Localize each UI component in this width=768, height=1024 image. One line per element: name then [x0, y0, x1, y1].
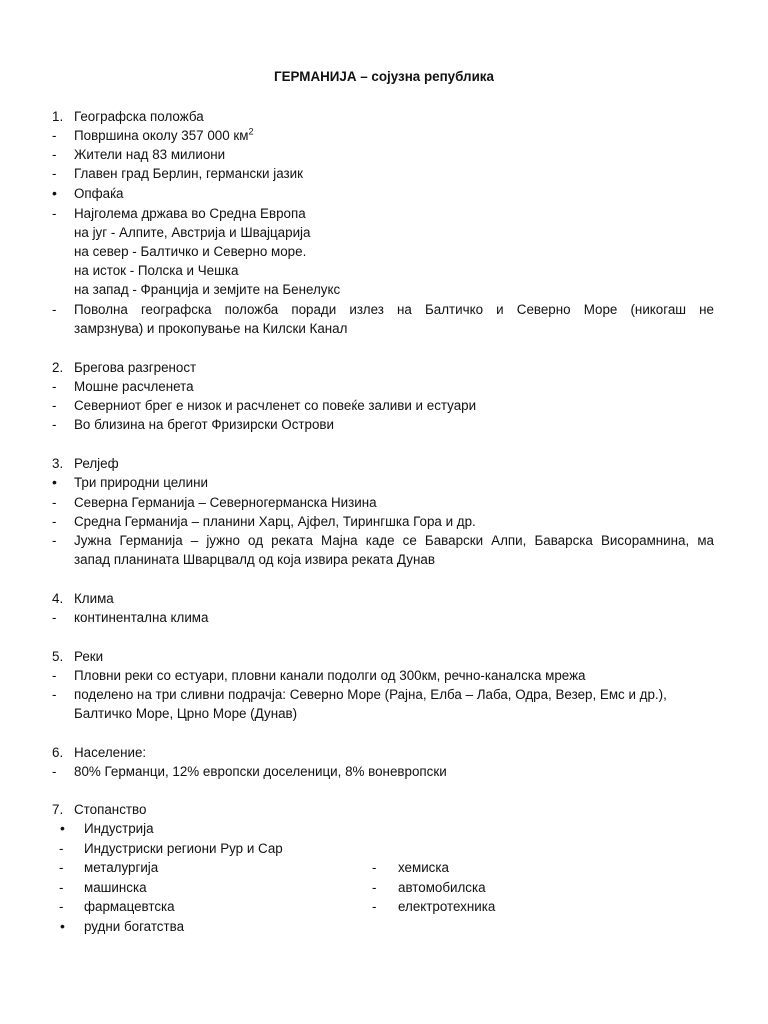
list-item: [0, 145, 768, 164]
list-item-text: Индустриски региони Рур и Сар: [84, 841, 283, 856]
section-number: 7.: [52, 802, 64, 817]
list-item: [0, 839, 768, 858]
bullet-item: [0, 917, 768, 936]
dash-marker: -: [52, 398, 57, 413]
list-item-text: Жители над 83 милиони: [74, 147, 226, 162]
bullet-item: [0, 184, 768, 203]
section-number: 3.: [52, 456, 64, 471]
list-item-text: Мошне расчленета: [74, 379, 194, 394]
list-item: [0, 415, 768, 434]
list-subline: [0, 704, 768, 723]
dash-marker: -: [52, 379, 57, 394]
dash-marker: -: [52, 610, 57, 625]
bullet-item: [0, 819, 768, 838]
list-item-text: Индустрија: [84, 821, 154, 836]
list-item-text: на запад - Франција и земјите на Бенелукс: [74, 282, 341, 297]
section-heading-text: Стопанство: [74, 802, 147, 817]
list-item: [0, 531, 768, 550]
section-2-heading: [0, 358, 768, 377]
list-item: [0, 377, 768, 396]
list-item-text: Пловни реки со естуари, пловни канали подолги од 300км, речно-каналска мрежа: [74, 668, 586, 683]
section-heading-text: Клима: [74, 591, 114, 606]
section-1-heading: [0, 107, 768, 126]
section-heading-text: Реки: [74, 649, 104, 664]
section-number: 2.: [52, 360, 64, 375]
section-3-heading: [0, 454, 768, 473]
list-item: [0, 685, 768, 704]
list-subline: [0, 261, 768, 280]
list-item-text: на исток - Полска и Чешка: [74, 263, 239, 278]
section-heading-text: Население:: [74, 745, 147, 760]
list-item-text: замрзнува) и прокопување на Килски Канал: [74, 321, 348, 336]
list-item-text: континентална клима: [74, 610, 209, 625]
section-heading-text: Релјеф: [74, 456, 119, 471]
section-heading-text: Географска положба: [74, 109, 204, 124]
industry-item: металургија: [84, 860, 159, 875]
area-value: Површина околу 357 000 км: [74, 128, 249, 143]
dash-marker: -: [52, 206, 57, 221]
dash-marker: -: [372, 860, 377, 875]
list-item-text: Јужна Германија – јужно од рекатa Мајна каде се Баварски Алпи, Баварска Висорамнина, ма: [74, 533, 714, 548]
list-subline: [0, 319, 768, 338]
list-item-text: Главен град Берлин, германски јазик: [74, 166, 303, 181]
dash-marker: -: [52, 128, 57, 143]
list-item: [0, 512, 768, 531]
list-item-text: Три природни целини: [74, 475, 208, 490]
section-heading-text: Брегова разгреност: [74, 360, 197, 375]
dash-marker: -: [52, 514, 57, 529]
list-item-text: Балтичко Море, Црно Море (Дунав): [74, 706, 298, 721]
industry-item: хемиска: [398, 860, 449, 875]
section-number: 1.: [52, 109, 64, 124]
section-number: 6.: [52, 745, 64, 760]
dash-marker: -: [59, 860, 64, 875]
list-item-text: поделено на три сливни подрачја: Северно Море (Рајна, Елба – Лаба, Одра, Везер, Емс и др.),: [74, 687, 667, 702]
list-item-text: Северниот брег е низок и расчленет со повеќе заливи и естуари: [74, 398, 477, 413]
dash-marker: -: [372, 880, 377, 895]
dash-marker: -: [59, 841, 64, 856]
list-item-text: на север - Балтичко и Северно море.: [74, 244, 307, 259]
industry-item: автомобилска: [398, 880, 486, 895]
list-subline: [0, 223, 768, 242]
list-item: [0, 762, 768, 781]
area-text: [74, 126, 253, 145]
list-item: [0, 608, 768, 627]
section-number: 5.: [52, 649, 64, 664]
list-item-text: Во близина на брегот Фризирски Острови: [74, 417, 335, 432]
document-title: ГЕРМАНИЈА – сојузна република: [274, 69, 494, 84]
dash-marker: -: [52, 687, 57, 702]
list-item-text: 80% Германци, 12% европски доселеници, 8% воневропски: [74, 764, 447, 779]
list-item-text: Северна Германија – Северногерманска Низина: [74, 495, 377, 510]
section-7-heading: [0, 800, 768, 819]
bullet-icon: [60, 917, 65, 936]
list-item: [0, 396, 768, 415]
bullet-icon: [60, 819, 65, 838]
list-subline: [0, 280, 768, 299]
dash-marker: -: [52, 166, 57, 181]
industry-item: електротехника: [398, 899, 496, 914]
dash-marker: -: [52, 668, 57, 683]
list-item-text: Поволна географска положба поради излез на Балтичко и Северно Море (никогаш не: [74, 302, 714, 317]
list-item-text: рудни богатства: [84, 919, 185, 934]
dash-marker: -: [52, 764, 57, 779]
list-item-text: запад планината Шварцвалд од која извира реката Дунав: [74, 552, 435, 567]
dash-marker: -: [52, 147, 57, 162]
list-item: [0, 858, 768, 877]
list-subline: [0, 550, 768, 569]
list-item-text: Најголема држава во Средна Европа: [74, 206, 306, 221]
list-item: [0, 164, 768, 183]
list-item: [0, 666, 768, 685]
list-item-text: Опфаќа: [74, 186, 124, 201]
list-item: [0, 126, 768, 145]
list-item: [0, 204, 768, 223]
section-6-heading: [0, 743, 768, 762]
area-superscript: 2: [248, 126, 254, 137]
section-number: 4.: [52, 591, 64, 606]
dash-marker: -: [52, 302, 57, 317]
bullet-icon: [52, 473, 57, 492]
list-item-text: Средна Германија – планини Харц, Ајфел, Тирингшка Гора и др.: [74, 514, 476, 529]
dash-marker: -: [59, 880, 64, 895]
list-subline: [0, 242, 768, 261]
dash-marker: -: [372, 899, 377, 914]
dash-marker: -: [52, 417, 57, 432]
list-item: [0, 878, 768, 897]
industry-item: фармацевтска: [84, 899, 175, 914]
bullet-item: [0, 473, 768, 492]
dash-marker: -: [52, 495, 57, 510]
bullet-icon: [52, 184, 57, 203]
list-item-text: на југ - Алпите, Австрија и Швајцарија: [74, 225, 311, 240]
list-item: [0, 897, 768, 916]
dash-marker: -: [52, 533, 57, 548]
industry-item: машинска: [84, 880, 147, 895]
section-5-heading: [0, 647, 768, 666]
section-4-heading: [0, 589, 768, 608]
list-item: [0, 493, 768, 512]
dash-marker: -: [59, 899, 64, 914]
list-item: [0, 300, 768, 319]
